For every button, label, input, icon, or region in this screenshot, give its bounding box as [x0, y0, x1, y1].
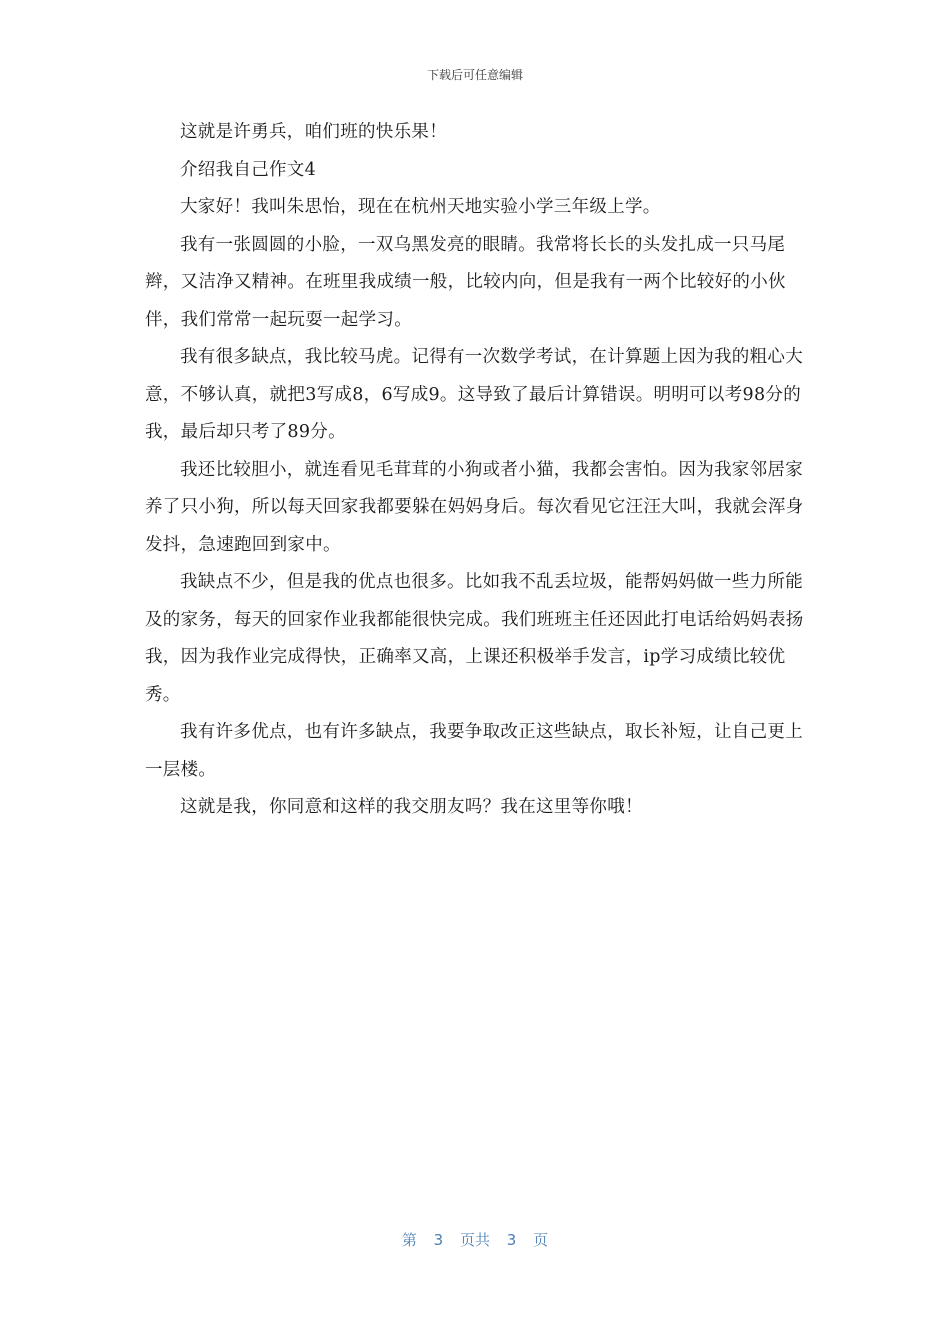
page-header: 下载后可任意编辑 [426, 68, 523, 82]
paragraph: 我有许多优点，也有许多缺点，我要争取改正这些缺点，取长补短，让自己更上一层楼。 [145, 722, 803, 780]
paragraph: 大家好！我叫朱思怡，现在在杭州天地实验小学三年级上学。 [180, 197, 661, 217]
paragraph: 这就是许勇兵，咱们班的快乐果！ [180, 122, 447, 142]
page-footer: 第 3 页共 3 页 [401, 1231, 549, 1249]
section-heading: 介绍我自己作文4 [180, 159, 317, 180]
paragraph: 这就是我，你同意和这样的我交朋友吗？我在这里等你哦！ [180, 797, 643, 817]
paragraph: 我有一张圆圆的小脸，一双乌黑发亮的眼睛。我常将长长的头发扎成一只马尾辫，又洁净又精神。在班里我成绩一般，比较内向，但是我有一两个比较好的小伙伴，我们常常一起玩耍一起学习。 [145, 234, 786, 330]
document-body [145, 114, 807, 827]
paragraph: 我有很多缺点，我比较马虎。记得有一次数学考试，在计算题上因为我的粗心大意，不够认真，就把3写成8，6写成9。这导致了最后计算错误。明明可以考98分的我，最后却只考了89分。 [145, 347, 803, 442]
paragraph: 我缺点不少，但是我的优点也很多。比如我不乱丢垃圾，能帮妈妈做一些力所能及的家务，每天的回家作业我都能很快完成。我们班班主任还因此打电话给妈妈表扬我，因为我作业完成得快，正确率又高，上课还积极举手发言，ip学习成绩比较优秀。 [145, 572, 804, 705]
paragraph: 我还比较胆小，就连看见毛茸茸的小狗或者小猫，我都会害怕。因为我家邻居家养了只小狗，所以每天回家我都要躲在妈妈身后。每次看见它汪汪大叫，我就会浑身发抖，急速跑回到家中。 [145, 459, 804, 555]
